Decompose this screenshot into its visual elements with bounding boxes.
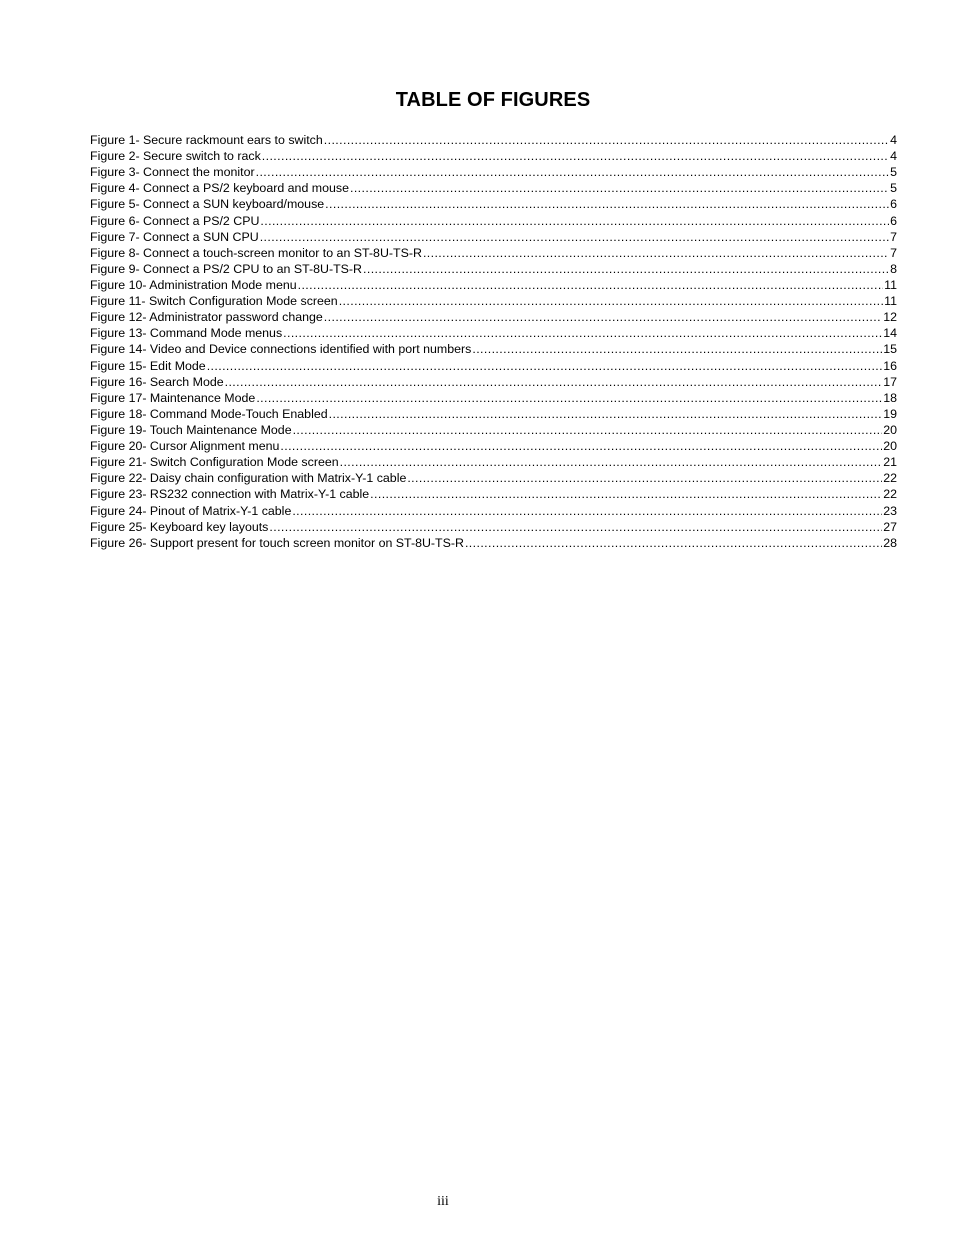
toc-entry-page-number: 5 — [890, 165, 897, 180]
dot-leader — [269, 519, 882, 535]
toc-entry[interactable] — [90, 277, 897, 293]
toc-entry-page-number: 20 — [883, 422, 897, 437]
dot-leader — [339, 293, 883, 309]
toc-entry-label: Figure 19- Touch Maintenance Mode — [90, 422, 292, 437]
toc-entry-label: Figure 20- Cursor Alignment menu — [90, 439, 280, 454]
toc-entry-label: Figure 14- Video and Device connections identified with port numbers — [90, 342, 472, 357]
dot-leader — [324, 309, 882, 325]
toc-entry[interactable] — [90, 293, 897, 309]
toc-entry-label: Figure 24- Pinout of Matrix-Y-1 cable — [90, 503, 292, 518]
toc-entry-page-number: 21 — [883, 455, 897, 470]
toc-entry-page-number: 20 — [883, 439, 897, 454]
dot-leader — [262, 148, 889, 164]
toc-entry-page-number: 11 — [884, 277, 897, 292]
dot-leader — [260, 229, 889, 245]
toc-entry[interactable] — [90, 180, 897, 196]
toc-entry-page-number: 17 — [883, 374, 897, 389]
toc-entry[interactable] — [90, 454, 897, 470]
toc-entry-page-number: 23 — [883, 503, 897, 518]
toc-entry[interactable] — [90, 406, 897, 422]
toc-entry-page-number: 6 — [890, 197, 897, 212]
toc-entry-label: Figure 26- Support present for touch screen monitor on ST-8U-TS-R — [90, 535, 464, 550]
dot-leader — [325, 196, 889, 212]
dot-leader — [256, 390, 882, 406]
toc-entry-label: Figure 21- Switch Configuration Mode screen — [90, 455, 339, 470]
toc-entry-label: Figure 6- Connect a PS/2 CPU — [90, 213, 260, 228]
dot-leader — [207, 358, 883, 374]
toc-entry-label: Figure 16- Search Mode — [90, 374, 224, 389]
dot-leader — [292, 503, 882, 519]
toc-entry[interactable] — [90, 245, 897, 261]
toc-entry[interactable] — [90, 341, 897, 357]
toc-entry[interactable] — [90, 261, 897, 277]
dot-leader — [472, 341, 882, 357]
toc-entry-page-number: 19 — [883, 406, 897, 421]
dot-leader — [256, 164, 889, 180]
toc-entry[interactable] — [90, 470, 897, 486]
toc-entry-label: Figure 1- Secure rackmount ears to switch — [90, 133, 323, 147]
toc-entry-page-number: 15 — [883, 342, 897, 357]
toc-entry[interactable] — [90, 519, 897, 535]
toc-entry-label: Figure 18- Command Mode-Touch Enabled — [90, 406, 328, 421]
toc-entry[interactable] — [90, 390, 897, 406]
toc-entry-label: Figure 10- Administration Mode menu — [90, 277, 297, 292]
toc-entry-page-number: 14 — [883, 326, 897, 341]
toc-entry-page-number: 27 — [883, 519, 897, 534]
dot-leader — [225, 374, 883, 390]
dot-leader — [363, 261, 889, 277]
toc-entry-page-number: 8 — [890, 261, 897, 276]
toc-entry[interactable] — [90, 438, 897, 454]
toc-entry[interactable] — [90, 196, 897, 212]
toc-entry[interactable] — [90, 486, 897, 502]
dot-leader — [340, 454, 883, 470]
toc-entry-page-number: 7 — [890, 229, 897, 244]
toc-entry-page-number: 11 — [884, 294, 897, 309]
dot-leader — [260, 213, 889, 229]
dot-leader — [283, 325, 882, 341]
toc-entry-page-number: 7 — [890, 245, 897, 260]
toc-entry-label: Figure 22- Daisy chain configuration with Matrix-Y-1 cable — [90, 471, 407, 486]
toc-entry-page-number: 6 — [890, 213, 897, 228]
toc-entry-label: Figure 25- Keyboard key layouts — [90, 519, 269, 534]
toc-entry[interactable] — [90, 374, 897, 390]
toc-entry-label: Figure 11- Switch Configuration Mode screen — [90, 294, 338, 309]
dot-leader — [350, 180, 889, 196]
toc-entry[interactable] — [90, 503, 897, 519]
toc-entry-page-number: 4 — [890, 133, 897, 147]
table-of-figures-list — [90, 132, 897, 551]
toc-entry[interactable] — [90, 229, 897, 245]
dot-leader — [423, 245, 889, 261]
toc-entry[interactable] — [90, 358, 897, 374]
toc-entry-label: Figure 12- Administrator password change — [90, 310, 323, 325]
toc-entry-page-number: 18 — [883, 390, 897, 405]
toc-entry-label: Figure 23- RS232 connection with Matrix-Y-1 cable — [90, 487, 370, 502]
dot-leader — [329, 406, 883, 422]
toc-entry[interactable] — [90, 148, 897, 164]
toc-entry-page-number: 28 — [883, 535, 897, 550]
toc-entry[interactable] — [90, 535, 897, 551]
toc-entry[interactable] — [90, 164, 897, 180]
toc-entry[interactable] — [90, 309, 897, 325]
dot-leader — [407, 470, 882, 486]
toc-entry-page-number: 22 — [883, 471, 897, 486]
toc-entry-label: Figure 9- Connect a PS/2 CPU to an ST-8U-TS-R — [90, 261, 363, 276]
dot-leader — [298, 277, 884, 293]
dot-leader — [280, 438, 882, 454]
toc-entry[interactable] — [90, 325, 897, 341]
toc-entry-label: Figure 8- Connect a touch-screen monitor to an ST-8U-TS-R — [90, 245, 422, 260]
dot-leader — [293, 422, 883, 438]
toc-entry[interactable] — [90, 422, 897, 438]
toc-entry-label: Figure 15- Edit Mode — [90, 358, 206, 373]
toc-entry-label: Figure 13- Command Mode menus — [90, 326, 283, 341]
toc-entry-label: Figure 3- Connect the monitor — [90, 165, 255, 180]
toc-entry-label: Figure 17- Maintenance Mode — [90, 390, 256, 405]
toc-entry[interactable] — [90, 213, 897, 229]
dot-leader — [465, 535, 882, 551]
toc-entry-page-number: 12 — [883, 310, 897, 325]
toc-entry-page-number: 16 — [883, 358, 897, 373]
page-number: iii — [437, 1194, 449, 1209]
toc-entry-label: Figure 5- Connect a SUN keyboard/mouse — [90, 197, 325, 212]
toc-entry-page-number: 22 — [883, 487, 897, 502]
toc-entry-page-number: 4 — [890, 149, 897, 164]
dot-leader — [370, 486, 882, 502]
toc-entry[interactable] — [90, 132, 897, 148]
page-title: TABLE OF FIGURES — [395, 89, 591, 111]
dot-leader — [324, 132, 889, 148]
toc-entry-label: Figure 2- Secure switch to rack — [90, 149, 261, 164]
toc-entry-label: Figure 7- Connect a SUN CPU — [90, 229, 259, 244]
toc-entry-label: Figure 4- Connect a PS/2 keyboard and mouse — [90, 181, 349, 196]
toc-entry-page-number: 5 — [890, 181, 897, 196]
